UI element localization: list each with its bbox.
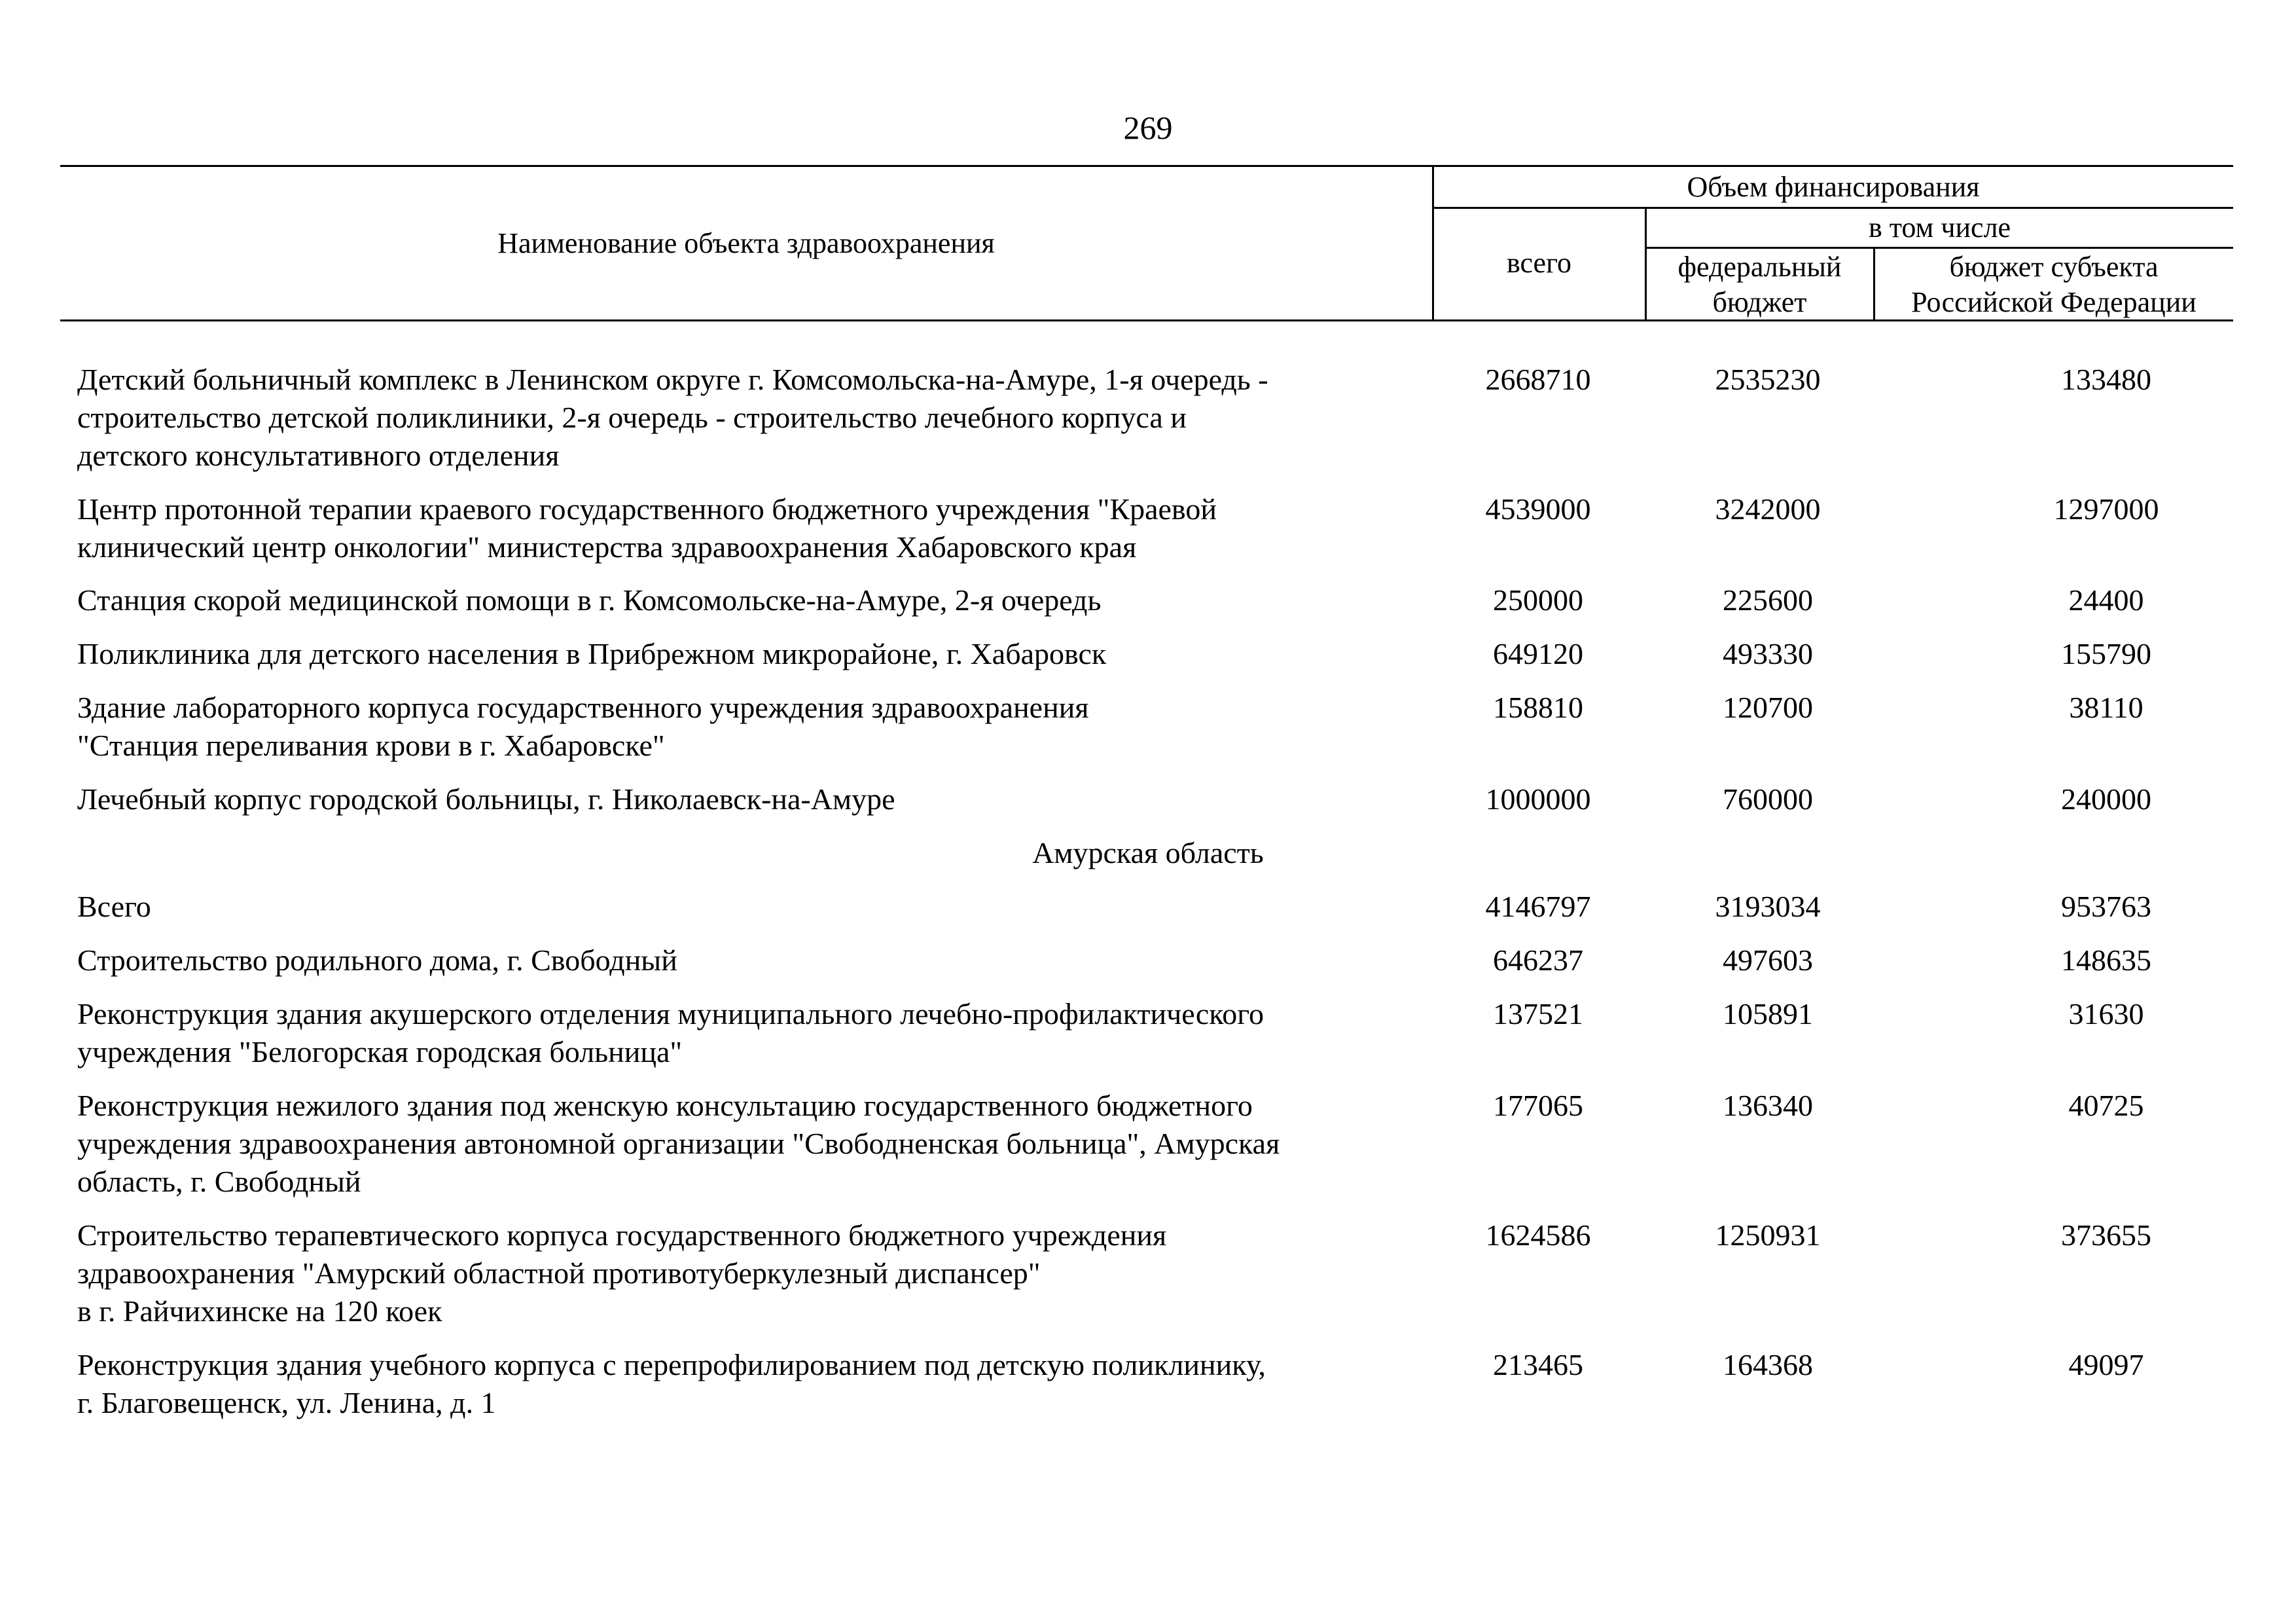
row-subject: 240000	[2061, 782, 2151, 816]
row-federal: 3193034	[1715, 890, 1821, 923]
row-subject: 40725	[2068, 1089, 2144, 1122]
row-subject: 133480	[2061, 363, 2151, 396]
row-name: Реконструкция здания акушерского отделения муниципального лечебно-профилактического учреждения "Белогорская городская больница"	[77, 997, 1265, 1068]
row-total: 1000000	[1485, 782, 1591, 816]
row-subject: 155790	[2061, 637, 2151, 670]
row-total: 2668710	[1485, 363, 1591, 396]
row-subject: 49097	[2068, 1348, 2144, 1381]
row-federal: 225600	[1723, 583, 1813, 617]
row-federal: 136340	[1723, 1089, 1813, 1122]
row-total: 177065	[1493, 1089, 1583, 1122]
row-subject: 1297000	[2053, 492, 2159, 526]
row-subject: 38110	[2069, 691, 2144, 724]
row-name: Строительство родильного дома, г. Свободный	[77, 943, 677, 977]
row-total: 4539000	[1485, 492, 1591, 526]
row-federal: 1250931	[1715, 1218, 1821, 1252]
row-name: Строительство терапевтического корпуса государственного бюджетного учреждения здравоохранения "Амурский областной противотуберкулезный диспансер" в г. Райчихинске на 120 коек	[77, 1218, 1167, 1328]
page-number: 269	[1123, 109, 1173, 146]
row-total: 646237	[1493, 943, 1583, 977]
row-federal: 105891	[1723, 997, 1813, 1030]
row-subject: 373655	[2061, 1218, 2151, 1252]
header-total: всего	[1506, 247, 1572, 279]
row-name: Реконструкция здания учебного корпуса с перепрофилированием под детскую поликлинику, г. Благовещенск, ул. Ленина, д. 1	[77, 1348, 1266, 1419]
header-funding: Объем финансирования	[1687, 171, 1980, 203]
row-total: 213465	[1493, 1348, 1583, 1381]
row-total: 649120	[1493, 637, 1583, 670]
header-including: в том числе	[1868, 211, 2011, 244]
row-federal: 3242000	[1715, 492, 1821, 526]
row-name: Лечебный корпус городской больницы, г. Николаевск-на-Амуре	[77, 782, 895, 816]
row-subject: 953763	[2061, 890, 2151, 923]
row-subject: 148635	[2061, 943, 2151, 977]
header-top-rule	[60, 165, 2233, 167]
row-total: 4146797	[1485, 890, 1591, 923]
row-federal: 760000	[1723, 782, 1813, 816]
header-subject-line1: бюджет субъекта	[1949, 251, 2159, 283]
row-name: Детский больничный комплекс в Ленинском округе г. Комсомольска-на-Амуре, 1-я очередь - строительство детской поликлиники, 2-я очередь - строительство лечебного корпуса и детского консультативного отделения	[77, 363, 1268, 472]
row-name: Поликлиника для детского населения в Прибрежном микрорайоне, г. Хабаровск	[77, 637, 1107, 670]
row-subject: 24400	[2068, 583, 2144, 617]
row-subject: 31630	[2068, 997, 2144, 1030]
region-heading: Амурская область	[1032, 836, 1264, 869]
row-total: 250000	[1493, 583, 1583, 617]
row-total: 1624586	[1485, 1218, 1591, 1252]
row-federal: 164368	[1723, 1348, 1813, 1381]
row-federal: 120700	[1723, 691, 1813, 724]
header-name-column: Наименование объекта здравоохранения	[497, 227, 995, 259]
row-name: Центр протонной терапии краевого государственного бюджетного учреждения "Краевой клинический центр онкологии" министерства здравоохранения Хабаровского края	[77, 492, 1217, 564]
row-total: 158810	[1493, 691, 1583, 724]
row-federal: 497603	[1723, 943, 1813, 977]
row-federal: 2535230	[1715, 363, 1821, 396]
row-federal: 493330	[1723, 637, 1813, 670]
row-name: Всего	[77, 890, 151, 923]
row-name: Станция скорой медицинской помощи в г. Комсомольске-на-Амуре, 2-я очередь	[77, 583, 1102, 617]
row-name: Реконструкция нежилого здания под женскую консультацию государственного бюджетного учреждения здравоохранения автономной организации "Свободненская больница", Амурская область, г. Свободный	[77, 1089, 1280, 1198]
header-federal-line2: бюджет	[1712, 286, 1807, 318]
row-name: Здание лабораторного корпуса государственного учреждения здравоохранения "Станция переливания крови в г. Хабаровске"	[77, 691, 1089, 762]
row-total: 137521	[1493, 997, 1583, 1030]
header-federal-line1: федеральный	[1677, 251, 1842, 283]
header-subject-line2: Российской Федерации	[1911, 286, 2197, 318]
